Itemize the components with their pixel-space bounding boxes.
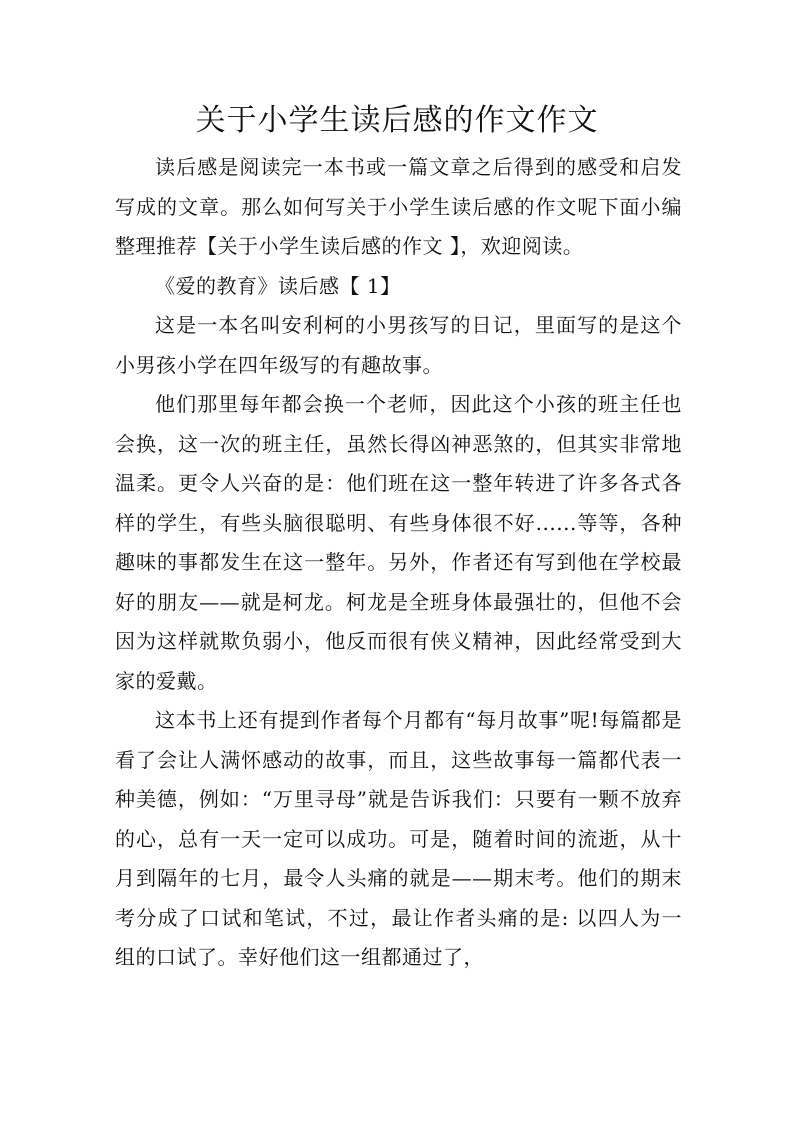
paragraph-3: 这本书上还有提到作者每个月都有“每月故事”呢!每篇都是看了会让人满怀感动的故事，而且，这些故事每一篇都代表一种美德，例如：“万里寻母”就是告诉我们：只要有一颗不放弃的心，总有一天一定可以成功。可是，随着时间的流逝，从十月到隔年的七月，最令人头痛的就是——期末考。他们的期末考分成了口试和笔试，不过，最让作者头痛的是: 以四人为一组的口试了。幸好他们这一组都通过了， xyxy=(115,708,682,969)
paragraph-intro: 读后感是阅读完一本书或一篇文章之后得到的感受和启发写成的文章。那么如何写关于小学生读后感的作文呢下面小编整理推荐【关于小学生读后感的作文 】，欢迎阅读。 xyxy=(115,155,682,258)
document-title: 关于小学生读后感的作文作文 xyxy=(195,103,599,138)
paragraph-2: 他们那里每年都会换一个老师，因此这个小孩的班主任也会换，这一次的班主任，虽然长得凶神恶煞的，但其实非常地温柔。更令人兴奋的是：他们班在这一整年转进了许多各式各样的学生，有些头脑很聪明、有些身体很不好......等等，各种趣味的事都发生在这一整年。另外，作者还有写到他在学校最好的朋友——就是柯龙。柯龙是全班身体最强壮的，但他不会因为这样就欺负弱小，他反而很有侠义精神，因此经常受到大家的爱戴。 xyxy=(115,392,682,693)
paragraph-1: 这是一本名叫安利柯的小男孩写的日记，里面写的是这个小男孩小学在四年级写的有趣故事。 xyxy=(115,313,682,377)
section-heading: 《爱的教育》读后感【 1】 xyxy=(155,273,401,298)
document-body xyxy=(115,148,682,978)
